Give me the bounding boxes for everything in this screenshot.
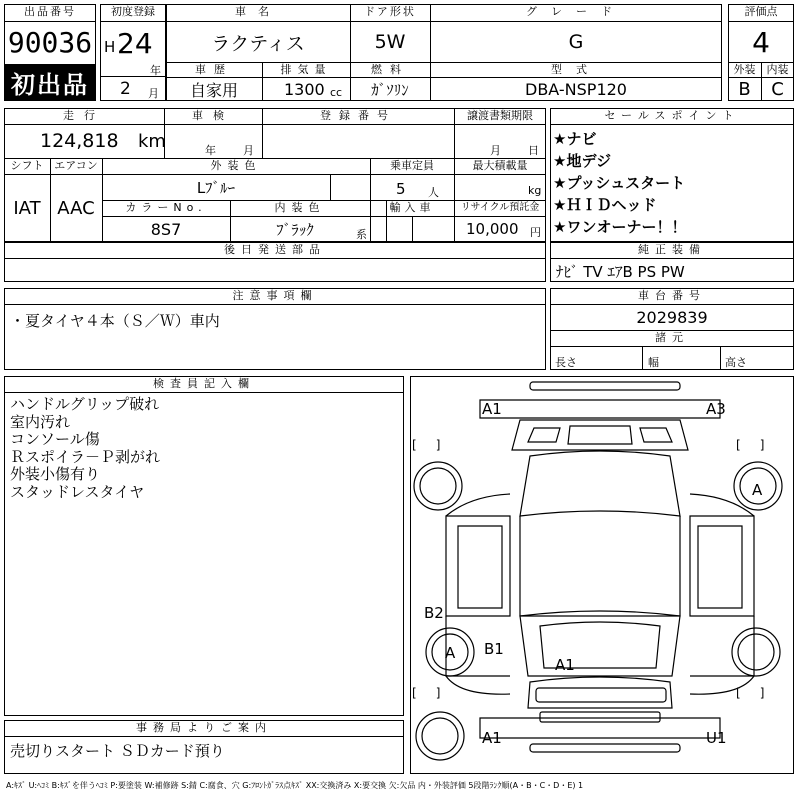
door-label: ドア形状 — [364, 5, 416, 18]
recycle-fee: 10,000 — [466, 220, 519, 238]
hood-front-shape — [480, 400, 720, 418]
dims-label: 諸元 — [655, 331, 689, 344]
door-type: 5W — [374, 31, 406, 53]
color-no: 8S7 — [150, 220, 182, 239]
registration-label: 登録番号 — [320, 109, 396, 122]
car-name: ラクティス — [211, 32, 305, 55]
mark-tire-right-front: A — [752, 481, 763, 499]
inspector-note: Ｒスポイラ－Ｐ剥がれ — [10, 447, 161, 466]
int-color-label: 内装色 — [274, 201, 326, 214]
office-label: 事務局よりご案内 — [136, 721, 272, 734]
rear-bumper-shape — [480, 718, 720, 738]
chassis-label: 車台番号 — [638, 289, 706, 302]
capacity: 5 — [396, 180, 406, 198]
inspector-note: ハンドルグリップ破れ — [10, 395, 160, 413]
score-label: 評価点 — [744, 5, 778, 18]
recycle-unit: 円 — [530, 226, 541, 239]
score: 4 — [752, 25, 770, 59]
inspector-notes — [10, 396, 160, 501]
grade-label: グレード — [526, 5, 626, 18]
sales-point-item: ★ナビ — [553, 130, 597, 148]
month-unit: 月 — [148, 87, 159, 100]
sales-point-item: ★プッシュスタート — [553, 174, 686, 192]
sales-points-list — [553, 128, 686, 238]
bracket-right-top: [ ] — [736, 438, 765, 452]
model: DBA-NSP120 — [525, 80, 627, 99]
history: 自家用 — [189, 81, 238, 100]
inspector-note: 室内汚れ — [10, 412, 71, 431]
displacement: 1300 — [284, 80, 325, 99]
grade: G — [568, 31, 584, 53]
mark-front-left: A1 — [482, 400, 502, 418]
first-listing-badge: 初出品 — [5, 64, 95, 100]
recycle-label: リサイクル預託金 — [460, 202, 540, 213]
displacement-label: 排気量 — [280, 63, 332, 76]
mileage-label: 走行 — [63, 109, 105, 122]
genuine-equipment: ﾅﾋﾞ TV ｴｱB PS PW — [556, 263, 685, 281]
shift: IAT — [13, 198, 41, 219]
sales-point-item: ★ワンオーナー！！ — [553, 218, 687, 236]
inspection-label: 車検 — [192, 109, 234, 122]
car-diagram — [410, 376, 794, 774]
transfer-label: 譲渡書類期限 — [467, 109, 533, 122]
year-unit: 年 — [150, 64, 161, 77]
tire-right-rear-shape — [732, 628, 780, 676]
genuine-equipment-label: 純正装備 — [638, 243, 706, 256]
displacement-unit: cc — [330, 86, 343, 99]
lot-number: 90036 — [7, 25, 93, 59]
inspection-month-unit: 月 — [243, 144, 254, 157]
transfer-month-unit: 月 — [490, 144, 501, 157]
sales-point-item: ★ＨＩＤヘッド — [553, 196, 657, 214]
ac: AAC — [57, 198, 95, 219]
bracket-left-top: [ ] — [412, 438, 441, 452]
interior-label: 内装 — [766, 63, 789, 76]
sales-point-item: ★地デジ — [553, 152, 612, 170]
exterior-grade: B — [738, 79, 751, 100]
inspector-note: 外装小傷有り — [10, 465, 101, 483]
int-color-unit: 系 — [356, 228, 367, 241]
fuel-label: 燃料 — [371, 63, 409, 76]
car-name-label: 車名 — [235, 5, 281, 18]
month: 2 — [120, 79, 131, 99]
cautions-text: ・夏タイヤ４本（Ｓ／Ｗ）車内 — [10, 312, 220, 330]
mark-rear-bumper-right: U1 — [706, 729, 727, 747]
mileage: 124,818 — [40, 130, 119, 152]
bracket-left-bottom: [ ] — [412, 686, 441, 700]
chassis-number: 2029839 — [636, 308, 708, 327]
lot-number-label: 出品番号 — [24, 5, 76, 18]
max-load-unit: kg — [528, 184, 542, 197]
int-color: ﾌﾞﾗｯｸ — [276, 221, 314, 239]
color-no-label: カラーNo. — [125, 201, 207, 214]
mark-left-rear-quarter: B1 — [484, 640, 504, 658]
bracket-right-bottom: [ ] — [736, 686, 765, 700]
era: H — [104, 38, 116, 56]
mileage-unit: km — [138, 131, 166, 152]
shift-label: シフト — [10, 159, 44, 172]
capacity-unit: 人 — [428, 186, 439, 199]
later-parts-label: 後日発送部品 — [224, 243, 326, 256]
office-text: 売切りスタート ＳＤカード預り — [10, 742, 225, 760]
spare-tire-shape — [416, 712, 464, 760]
mark-rear-bumper-left: A1 — [482, 729, 502, 747]
inspector-label: 検査員記入欄 — [153, 377, 255, 390]
sales-points-label: セールスポイント — [604, 109, 740, 122]
fuel: ｶﾞｿﾘﾝ — [371, 81, 409, 99]
legend: A:ｷｽﾞ U:ﾍｺﾐ B:ｷｽﾞを伴うﾍｺﾐ P:要塗装 W:補修跡 S:錆 C:腐食、穴 G:ﾌﾛﾝﾄｶﾞﾗｽ点ｷｽﾞ XX:交換済み X:要交換 欠:欠品 内・外装評価 5段階ﾗﾝｸ順(A・B・C・D・E) 1 — [6, 781, 584, 790]
ext-color: Lﾌﾞﾙｰ — [196, 179, 236, 197]
height-label: 高さ — [725, 356, 747, 369]
inspector-note: スタッドレスタイヤ — [10, 482, 145, 501]
tire-left-front-shape — [414, 462, 462, 510]
cautions-label: 注意事項欄 — [232, 289, 318, 302]
mark-front-right: A3 — [706, 400, 726, 418]
capacity-label: 乗車定員 — [390, 159, 434, 172]
year: 24 — [117, 27, 153, 60]
mark-tire-left-rear: A — [445, 644, 456, 662]
history-label: 車歴 — [195, 63, 233, 76]
mark-rear-glass: A1 — [555, 656, 575, 674]
interior-grade: C — [771, 79, 784, 100]
ac-label: エアコン — [54, 159, 98, 172]
mark-rear-left-side: B2 — [424, 604, 444, 622]
exterior-label: 外装 — [733, 63, 756, 76]
front-bumper-shape — [530, 382, 680, 390]
first-registration-label: 初度登録 — [111, 5, 155, 18]
inspector-note: コンソール傷 — [10, 430, 100, 448]
import-label: 輸入車 — [389, 201, 435, 214]
max-load-label: 最大積載量 — [472, 159, 528, 172]
length-label: 長さ — [555, 356, 577, 369]
ext-color-label: 外装色 — [210, 159, 262, 172]
transfer-day-unit: 日 — [528, 144, 539, 157]
windshield-shape — [520, 451, 680, 516]
rear-glass-shape — [528, 677, 672, 708]
model-label: 型式 — [551, 63, 601, 76]
inspection-year-unit: 年 — [205, 144, 216, 157]
width-label: 幅 — [648, 356, 659, 369]
